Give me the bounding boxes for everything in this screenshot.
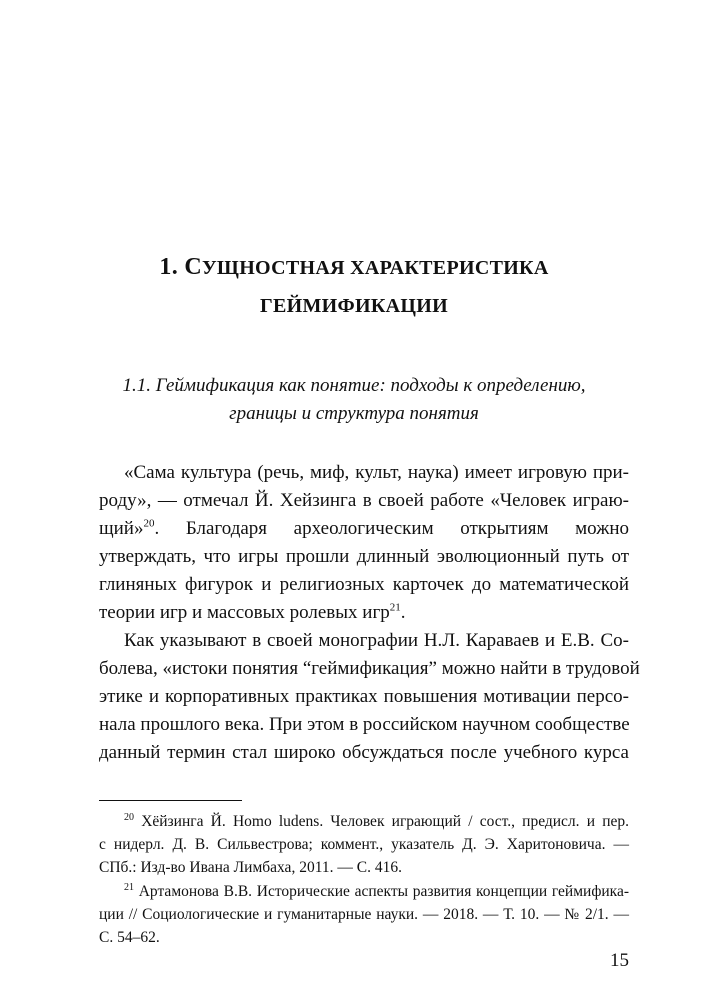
chapter-title bbox=[0, 248, 708, 325]
paragraph-1-line-6 bbox=[99, 602, 629, 624]
section-title-line-2: границы и структура понятия bbox=[229, 403, 479, 424]
footnote-21-line-1 bbox=[124, 882, 629, 901]
paragraph-1-line-3 bbox=[99, 518, 629, 540]
paragraph-2-line-4: нала прошлого века. При этом в российском научном сообществе bbox=[99, 714, 630, 735]
chapter-title-line-1 bbox=[0, 248, 708, 287]
paragraph-1-line-4: утверждать, что игры прошли длинный эволюционный путь от bbox=[99, 546, 629, 567]
footnote-20-number: 20 bbox=[124, 811, 134, 823]
paragraph-2-line-5: данный термин стал широко обсуждаться после учебного курса bbox=[99, 742, 629, 763]
paragraph-1-line-5: глиняных фигурок и религиозных карточек до математической bbox=[99, 574, 629, 595]
paragraph-1-line-6-end: . bbox=[400, 602, 406, 623]
footnote-21-text-1: Артамонова В.В. Исторические аспекты развития концепции геймифика- bbox=[138, 883, 630, 900]
section-title-line-1: 1.1. Геймификация как понятие: подходы к определению, bbox=[122, 375, 586, 396]
paragraph-1-line-3-start: щий» bbox=[99, 518, 144, 539]
paragraph-2-line-2: болева, «истоки понятия “геймификация” можно найти в трудовой bbox=[99, 658, 640, 679]
section-title bbox=[0, 372, 708, 428]
footnote-21-number: 21 bbox=[124, 881, 134, 893]
chapter-number: 1. bbox=[159, 254, 178, 280]
page-number: 15 bbox=[610, 950, 629, 971]
chapter-title-line-2: ГЕЙМИФИКАЦИИ bbox=[259, 295, 448, 317]
footnote-20-line-3: СПб.: Изд-во Ивана Лимбаха, 2011. — С. 416. bbox=[99, 859, 402, 876]
footnote-20-text-1: Хёйзинга Й. Homo ludens. Человек играющий / сост., предисл. и пер. bbox=[141, 813, 629, 830]
footnote-20-line-2: с нидерл. Д. В. Сильвестрова; коммент., указатель Д. Э. Харитоновича. — bbox=[99, 836, 629, 853]
chapter-title-rest: УЩНОСТНАЯ ХАРАКТЕРИСТИКА bbox=[201, 257, 549, 279]
paragraph-2-line-3: этике и корпоративных практиках повышения мотивации персо- bbox=[99, 686, 629, 707]
paragraph-1-line-2: роду», — отмечал Й. Хейзинга в своей работе «Человек играю- bbox=[99, 490, 629, 511]
paragraph-2-line-1: Как указывают в своей монографии Н.Л. Караваев и Е.В. Со- bbox=[124, 630, 629, 651]
paragraph-1-line-1: «Сама культура (речь, миф, культ, наука) имеет игровую при- bbox=[124, 462, 629, 483]
footnote-21-line-3: С. 54–62. bbox=[99, 929, 160, 946]
footnote-ref-21[interactable]: 21 bbox=[389, 601, 401, 614]
footnote-separator bbox=[99, 800, 242, 801]
paragraph-1-line-6-start: теории игр и массовых ролевых игр bbox=[99, 602, 390, 623]
footnote-21-line-2: ции // Социологические и гуманитарные науки. — 2018. — Т. 10. — № 2/1. — bbox=[99, 906, 629, 923]
footnote-20-line-1 bbox=[124, 812, 629, 831]
chapter-title-initial: С bbox=[184, 254, 202, 280]
paragraph-1-line-3-end: . Благодаря археологическим открытиям можно bbox=[154, 518, 629, 539]
footnote-ref-20[interactable]: 20 bbox=[143, 517, 155, 530]
